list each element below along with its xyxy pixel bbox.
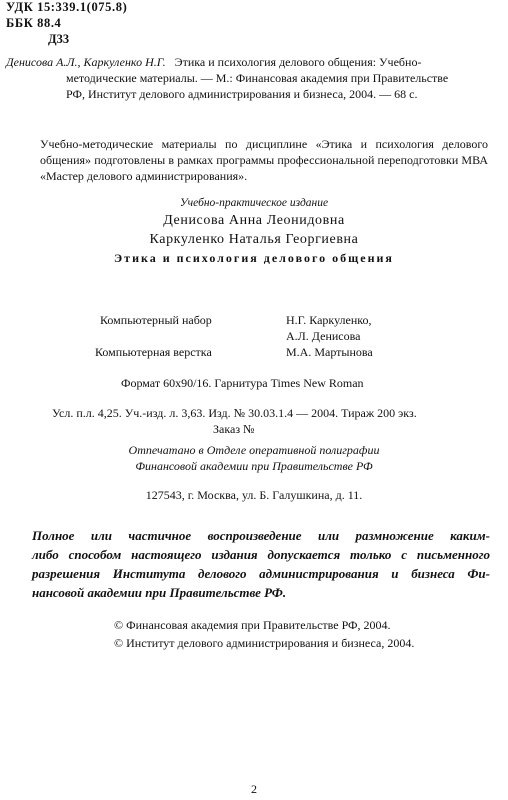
description-line-2: общения» подготовлены в рамках программы профессиональной переподготовки МВА xyxy=(40,153,488,167)
notice-line-4: нансовой академии при Правительстве РФ. xyxy=(32,585,287,600)
order-line: Заказ № xyxy=(213,422,255,436)
credit-name-typing-1: Н.Г. Каркуленко, xyxy=(286,313,372,327)
notice-line-2: либо способом настоящего издания допускается только с письменного xyxy=(32,547,490,562)
edition-type: Учебно-практическое издание xyxy=(179,197,329,209)
description-paragraph xyxy=(40,136,488,184)
printed-by-line-1: Отпечатано в Отделе оперативной полиграфии xyxy=(128,443,380,457)
reference-authors: Денисова А.Л., Каркуленко Н.Г. xyxy=(6,55,166,69)
credit-role-layout: Компьютерная верстка xyxy=(95,345,212,359)
bibliographic-reference-line-3: РФ, Институт делового администрирования и бизнеса, 2004. — 68 с. xyxy=(66,87,418,101)
page-number: 2 xyxy=(251,782,257,796)
sheets-line: Усл. п.л. 4,25. Уч.-изд. л. 3,63. Изд. № 30.03.1.4 — 2004. Тираж 200 экз. xyxy=(52,406,417,420)
reference-title: Этика и психология делового общения: Учебно- xyxy=(174,55,422,69)
credit-name-layout: М.А. Мартынова xyxy=(286,345,373,359)
bibliographic-reference-line-1 xyxy=(6,54,421,70)
credit-role-typing: Компьютерный набор xyxy=(100,313,212,327)
printed-by-line-2: Финансовой академии при Правительстве РФ xyxy=(135,459,373,473)
copyright-line-1: © Финансовая академия при Правительстве РФ, 2004. xyxy=(114,618,391,632)
copyright-line-2: © Институт делового администрирования и бизнеса, 2004. xyxy=(114,636,415,650)
bbk-code: ББК 88.4 xyxy=(6,16,62,30)
notice-line-3: разрешения Института делового администрирования и бизнеса Фи- xyxy=(32,566,490,581)
book-title: Этика и психология делового общения xyxy=(114,251,394,265)
author-mark: Д33 xyxy=(48,32,70,46)
description-line-1: Учебно-методические материалы по дисциплине «Этика и психология делового xyxy=(40,137,488,151)
credit-name-typing-2: А.Л. Денисова xyxy=(286,329,361,343)
bibliographic-reference-line-2: методические материалы. — М.: Финансовая академия при Правительстве xyxy=(66,71,449,85)
reproduction-notice xyxy=(32,526,490,602)
author-name-1: Денисова Анна Леонидовна xyxy=(163,213,345,228)
printer-address: 127543, г. Москва, ул. Б. Галушкина, д. 11. xyxy=(145,488,363,502)
notice-line-1: Полное или частичное воспроизведение или размножение каким- xyxy=(32,528,490,543)
description-line-3: «Мастер делового администрирования». xyxy=(40,169,248,183)
udk-code: УДК 15:339.1(075.8) xyxy=(6,0,128,14)
format-line: Формат 60х90/16. Гарнитура Times New Roman xyxy=(121,376,364,390)
author-name-2: Каркуленко Наталья Георгиевна xyxy=(149,232,359,247)
